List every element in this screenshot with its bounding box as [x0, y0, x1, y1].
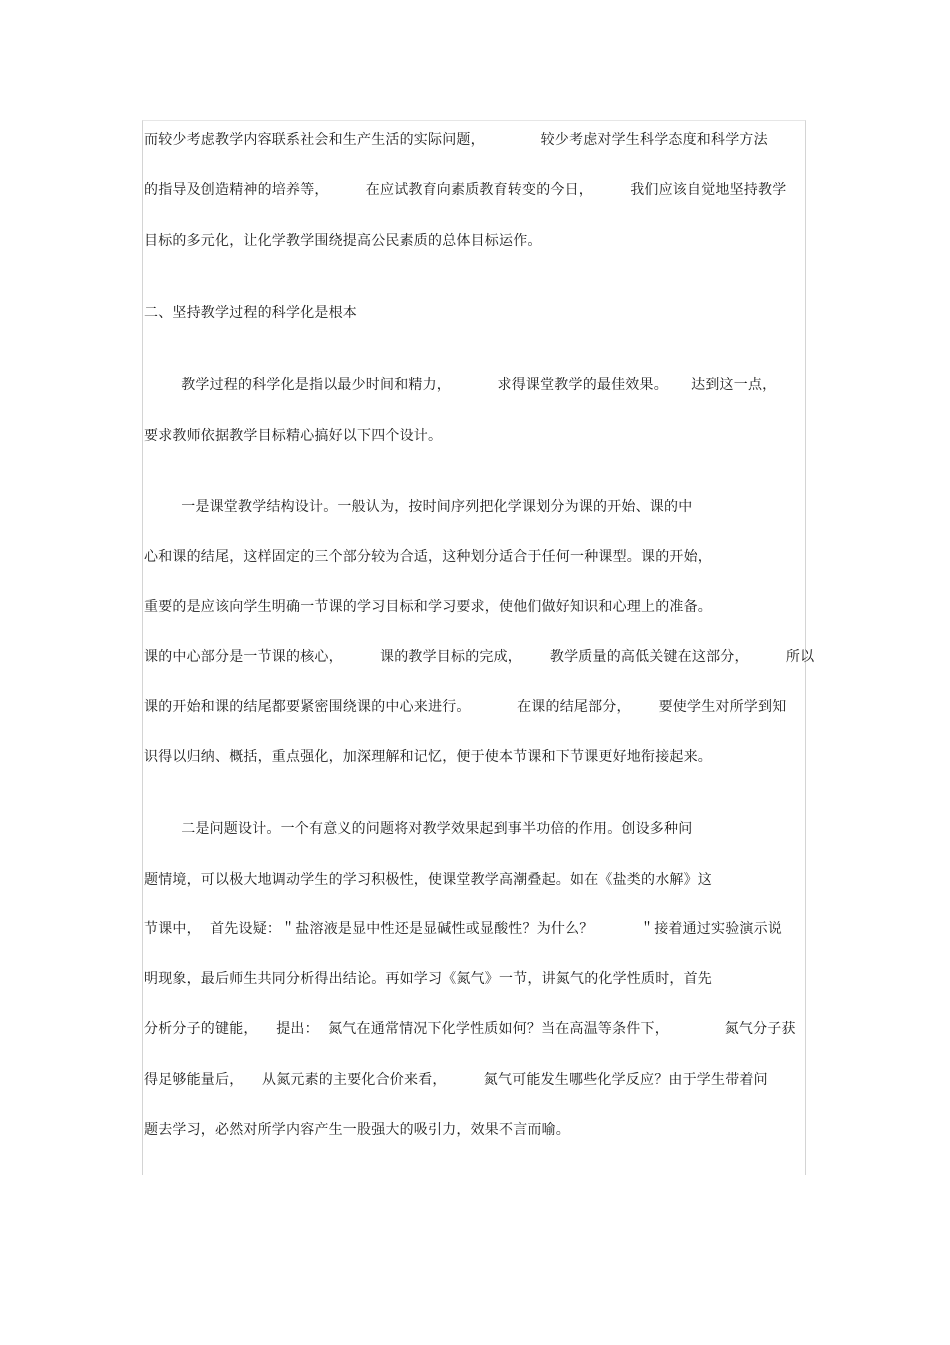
text-line: 课的开始和课的结尾都要紧密围绕课的中心来进行。 在课的结尾部分， 要使学生对所学到知 — [144, 699, 787, 715]
text-line: 课的中心部分是一节课的核心， 课的教学目标的完成， 教学质量的高低关键在这部分， 所以 — [144, 649, 815, 665]
text-line: 识得以归纳、概括，重点强化，加深理解和记忆，便于使本节课和下节课更好地衔接起来。 — [144, 749, 712, 765]
text-line: 分析分子的键能， 提出： 氮气在通常情况下化学性质如何？当在高温等条件下， 氮气分子获 — [144, 1021, 796, 1037]
text-line: 而较少考虑教学内容联系社会和生产生活的实际问题， 较少考虑对学生科学态度和科学方法 — [144, 132, 768, 148]
text-line: 心和课的结尾，这样固定的三个部分较为合适，这种划分适合于任何一种课型。课的开始， — [144, 549, 712, 565]
text-line: 题去学习，必然对所学内容产生一股强大的吸引力，效果不言而喻。 — [144, 1122, 570, 1138]
text-line: 的指导及创造精神的培养等， 在应试教育向素质教育转变的今日， 我们应该自觉地坚持教学 — [144, 182, 787, 198]
text-line: 二是问题设计。一个有意义的问题将对教学效果起到事半功倍的作用。创设多种问 — [144, 821, 693, 837]
section-heading: 二、坚持教学过程的科学化是根本 — [144, 305, 357, 321]
text-line: 节课中， 首先设疑：＂盐溶液是显中性还是显碱性或显酸性？为什么？ ＂接着通过实验演示说 — [144, 921, 782, 937]
text-line: 明现象，最后师生共同分析得出结论。再如学习《氮气》一节，讲氮气的化学性质时，首先 — [144, 971, 712, 987]
text-line: 教学过程的科学化是指以最少时间和精力， 求得课堂教学的最佳效果。 达到这一点， — [144, 377, 777, 393]
text-line: 要求教师依据教学目标精心搞好以下四个设计。 — [144, 428, 443, 444]
text-line: 得足够能量后， 从氮元素的主要化合价来看， 氮气可能发生哪些化学反应？由于学生带着问 — [144, 1072, 768, 1088]
text-line: 目标的多元化，让化学教学围绕提高公民素质的总体目标运作。 — [144, 233, 542, 249]
text-line: 题情境，可以极大地调动学生的学习积极性，使课堂教学高潮叠起。如在《盐类的水解》这 — [144, 872, 712, 888]
text-line: 一是课堂教学结构设计。一般认为，按时间序列把化学课划分为课的开始、课的中 — [144, 499, 693, 515]
text-line: 重要的是应该向学生明确一节课的学习目标和学习要求，使他们做好知识和心理上的准备。 — [144, 599, 712, 615]
